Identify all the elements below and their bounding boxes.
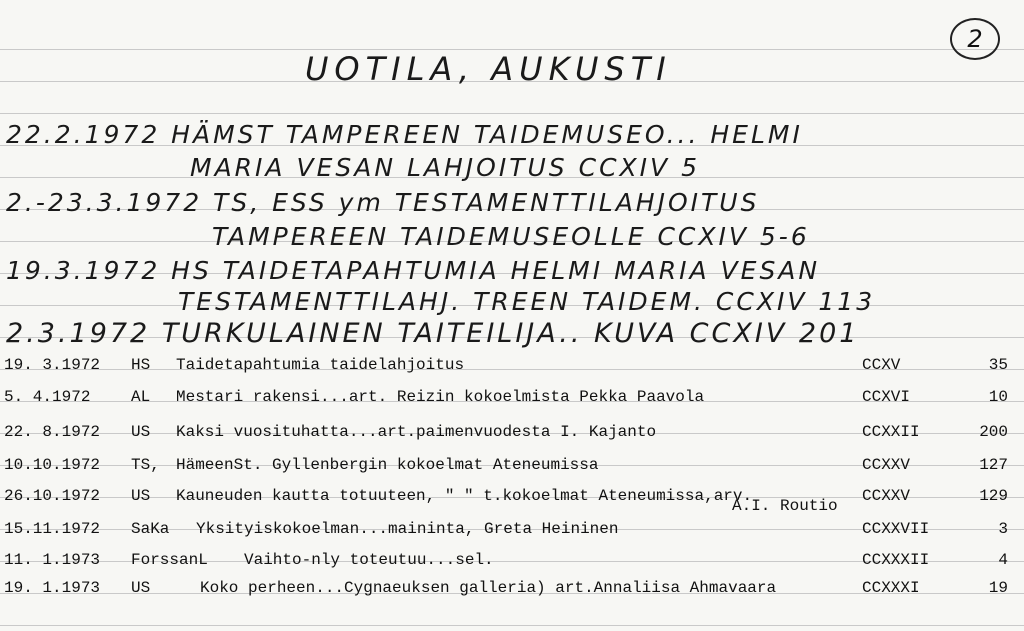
entry-date: 26.10.1972 [4,487,101,505]
entry-reference: CCXV [862,356,901,374]
entry-date: 15.11.1972 [4,520,101,538]
table-row [0,545,1024,575]
entry-date: 22. 8.1972 [4,423,101,441]
entry-reference: CCXVI [862,388,911,406]
entry-page: 200 [979,423,1008,441]
entry-description: Vaihto-nly toteutuu...sel. [244,551,494,569]
entry-reference: CCXXVII [862,520,930,538]
handwritten-line: MARIA VESAN LAHJOITUS CCXIV 5 [190,153,700,182]
entry-reference: CCXXV [862,456,911,474]
handwritten-line: 2.-23.3.1972 TS, ESS ym TESTAMENTTILAHJOITUS [6,188,760,217]
entry-source: US [131,579,151,597]
entry-description: Taidetapahtumia taidelahjoitus [176,356,465,374]
entry-description: Yksityiskokoelman...maininta, Greta Heininen [196,520,619,538]
entry-reference: CCXXV [862,487,911,505]
entry-description: Kauneuden kautta totuuteen, " " t.kokoelmat Ateneumissa,arv. [176,487,753,505]
entry-source: ForssanL [131,551,208,569]
table-row [0,350,1024,380]
entry-source: HS [131,356,151,374]
entry-reference: CCXXXI [862,579,920,597]
entry-date: 19. 1.1973 [4,579,101,597]
entry-description: HämeenSt. Gyllenbergin kokoelmat Ateneumissa [176,456,599,474]
entry-page: 4 [998,551,1008,569]
reviewer-note: A.I. Routio [732,497,838,515]
table-row [0,382,1024,412]
entry-source: TS, [131,456,160,474]
entry-date: 11. 1.1973 [4,551,101,569]
card-number: 2 [950,18,1000,60]
table-row [0,573,1024,603]
entry-page: 19 [988,579,1008,597]
handwritten-line: 2.3.1972 TURKULAINEN TAITEILIJA.. KUVA CCXIV 201 [6,318,860,349]
entry-date: 5. 4.1972 [4,388,91,406]
entry-page: 127 [979,456,1008,474]
entry-reference: CCXXXII [862,551,930,569]
entry-date: 10.10.1972 [4,456,101,474]
entry-source: US [131,423,151,441]
card-title: UOTILA, AUKUSTI [305,50,672,88]
table-row [0,450,1024,480]
entry-source: US [131,487,151,505]
entry-source: SaKa [131,520,170,538]
entry-date: 19. 3.1972 [4,356,101,374]
entry-page: 10 [988,388,1008,406]
entry-page: 129 [979,487,1008,505]
handwritten-line: TESTAMENTTILAHJ. TREEN TAIDEM. CCXIV 113 [178,287,876,316]
handwritten-line: TAMPEREEN TAIDEMUSEOLLE CCXIV 5-6 [212,222,810,251]
entry-reference: CCXXII [862,423,920,441]
entry-source: AL [131,388,151,406]
entry-page: 3 [998,520,1008,538]
entry-description: Koko perheen...Cygnaeuksen galleria) art.Annaliisa Ahmavaara [200,579,777,597]
table-row [0,481,1024,511]
entry-page: 35 [988,356,1008,374]
table-row [0,514,1024,544]
table-row [0,417,1024,447]
handwritten-line: 22.2.1972 HÄMST TAMPEREEN TAIDEMUSEO... HELMI [6,120,803,149]
handwritten-line: 19.3.1972 HS TAIDETAPAHTUMIA HELMI MARIA VESAN [6,256,821,285]
entry-description: Mestari rakensi...art. Reizin kokoelmista Pekka Paavola [176,388,705,406]
entry-description: Kaksi vuosituhatta...art.paimenvuodesta I. Kajanto [176,423,657,441]
